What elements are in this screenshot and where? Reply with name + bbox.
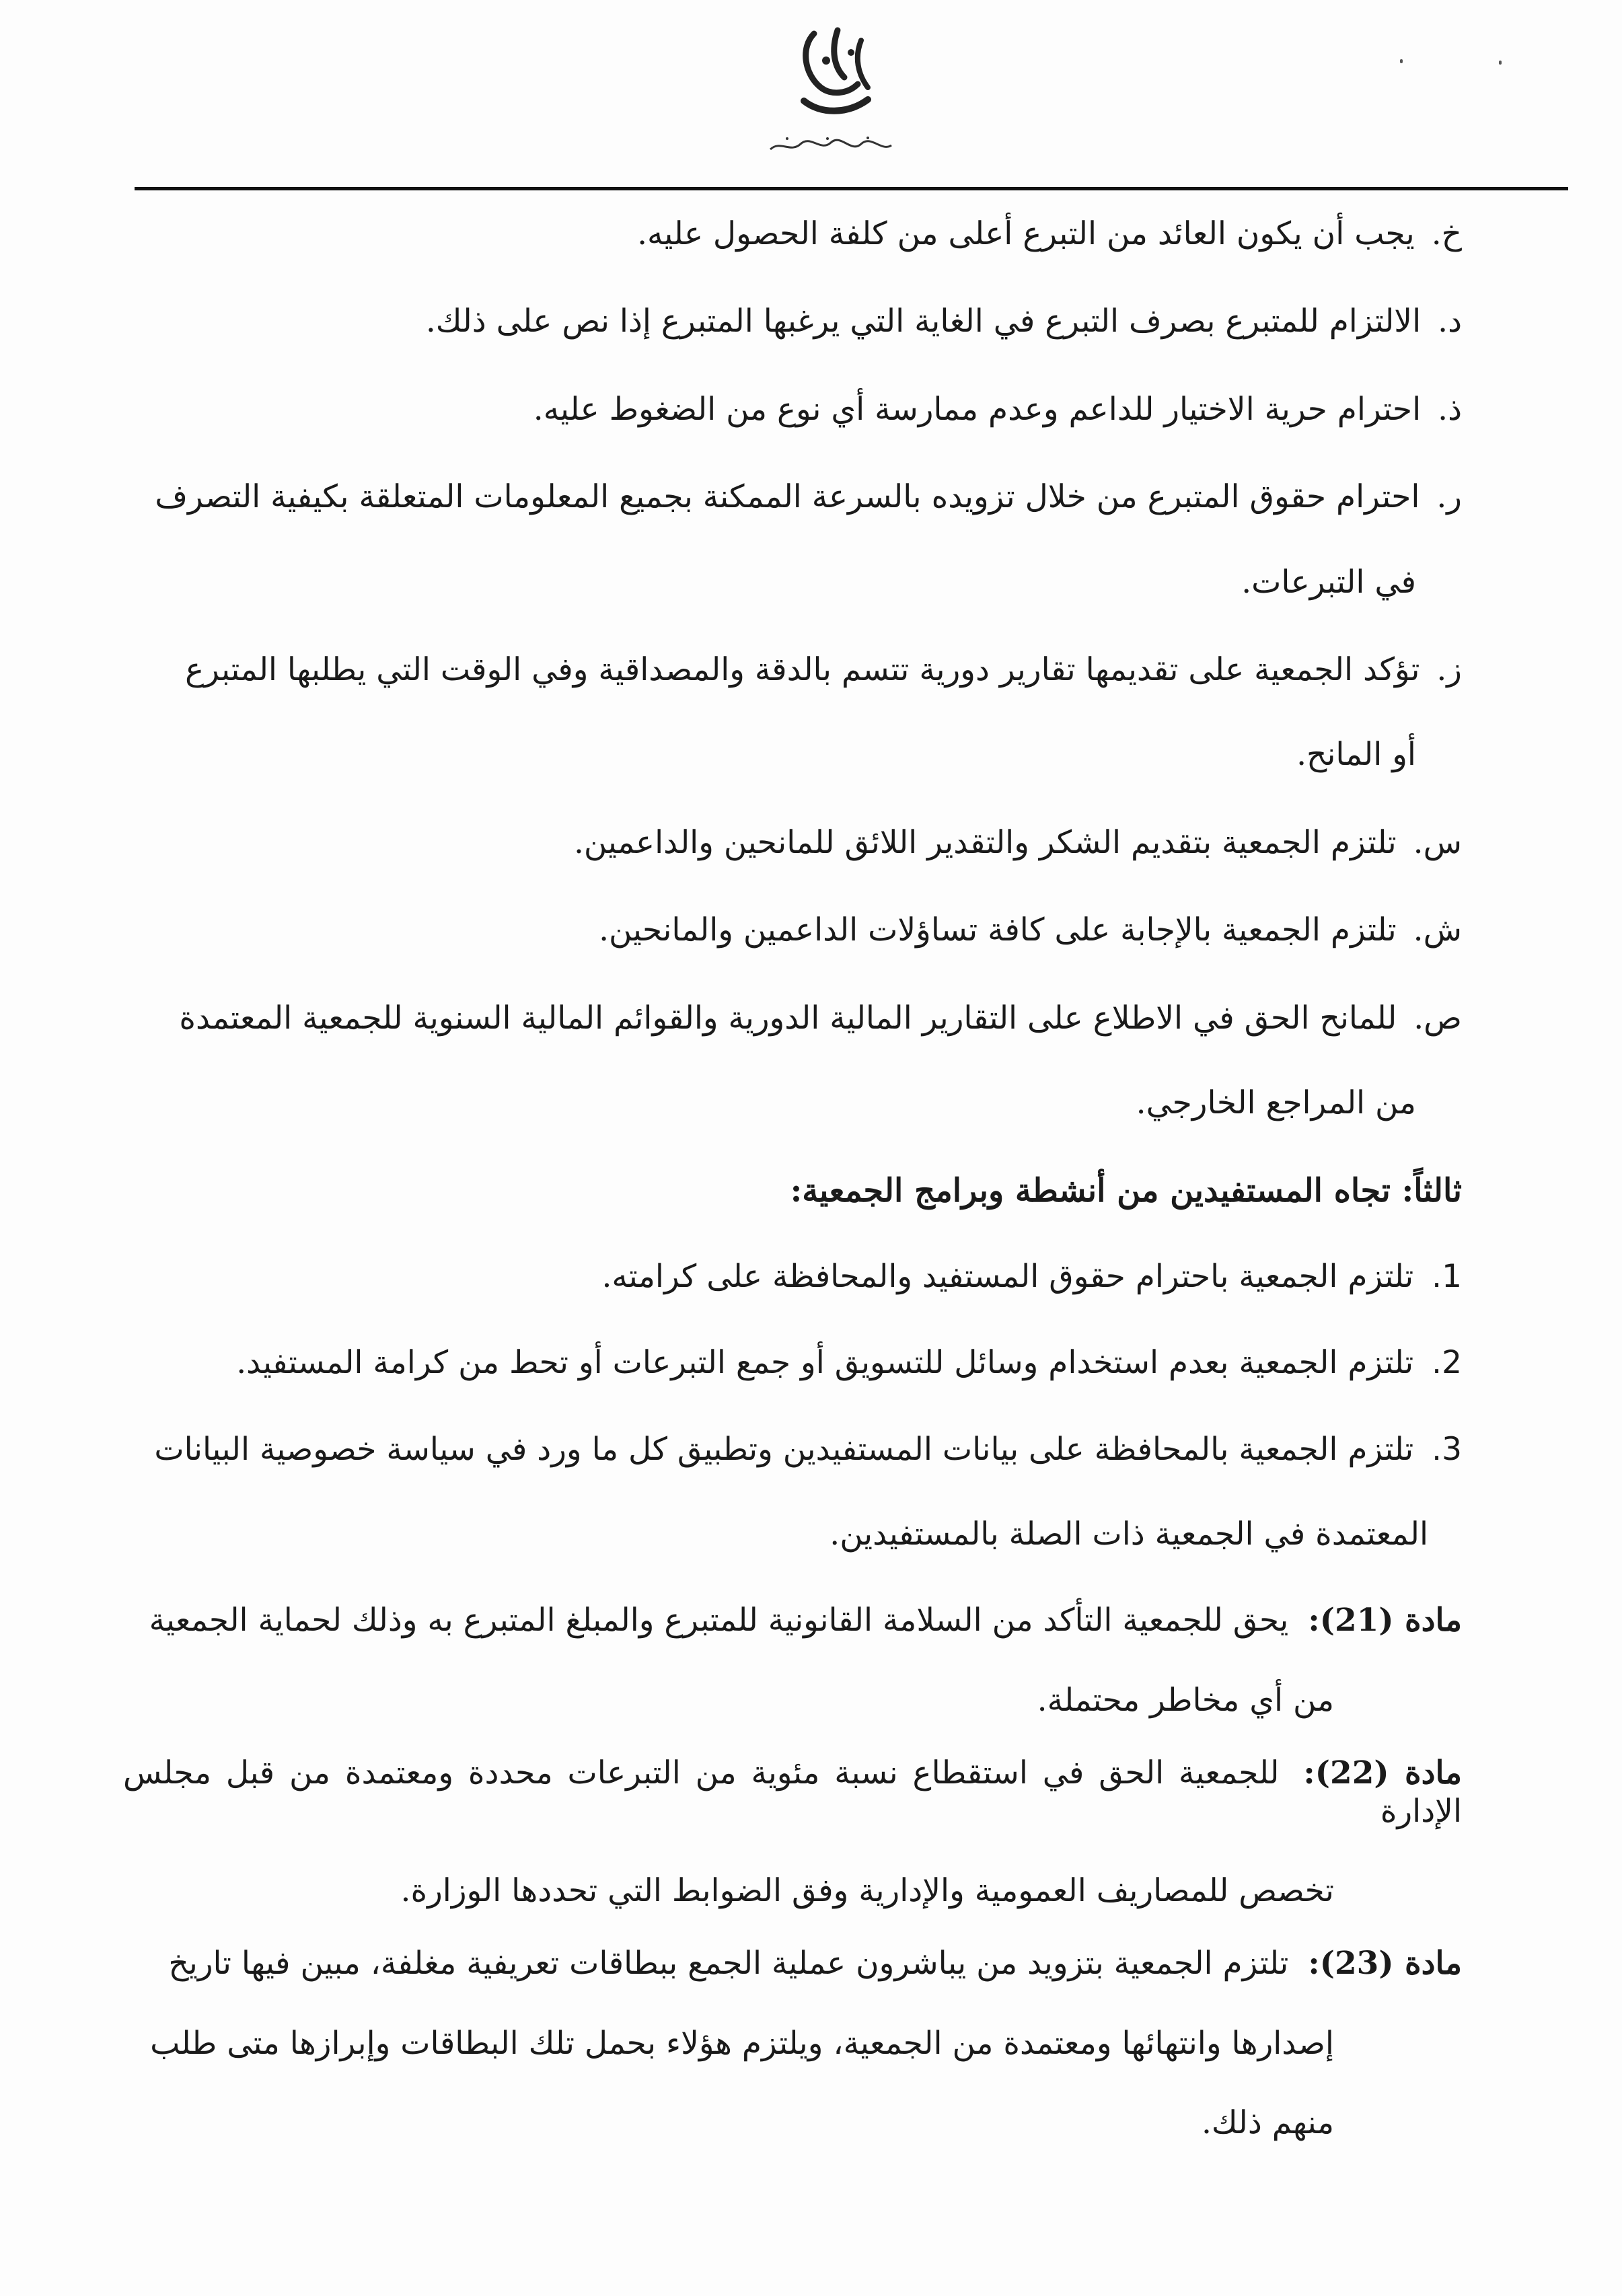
scan-speck bbox=[1499, 61, 1502, 65]
article-text: للجمعية الحق في استقطاع نسبة مئوية من التبرعات محددة ومعتمدة من قبل مجلس الإدارة bbox=[123, 1754, 1462, 1830]
item-continuation: في التبرعات. bbox=[1241, 563, 1416, 601]
item-continuation: المعتمدة في الجمعية ذات الصلة بالمستفيدين. bbox=[830, 1516, 1428, 1553]
list-item bbox=[123, 1258, 1462, 1296]
item-text: تلتزم الجمعية بالإجابة على كافة تساؤلات الداعمين والمانحين. bbox=[599, 912, 1397, 949]
list-lettered bbox=[123, 215, 1462, 1122]
article-continuation: إصدارها وانتهائها ومعتمدة من الجمعية، ويلتزم هؤلاء بحمل تلك البطاقات وإبرازها متى طلب bbox=[150, 2024, 1334, 2062]
list-item bbox=[123, 1344, 1462, 1382]
item-text: الالتزام للمتبرع بصرف التبرع في الغاية التي يرغبها المتبرع إذا نص على ذلك. bbox=[425, 303, 1422, 340]
article-text: يحق للجمعية التأكد من السلامة القانونية للمتبرع والمبلغ المتبرع به وذلك لحماية الجمعية bbox=[149, 1602, 1289, 1639]
list-numbered bbox=[123, 1258, 1462, 1554]
article-continuation: تخصص للمصاريف العمومية والإدارية وفق الضوابط التي تحددها الوزارة. bbox=[400, 1872, 1334, 1910]
item-text: تلتزم الجمعية باحترام حقوق المستفيد والمحافظة على كرامته. bbox=[601, 1257, 1414, 1295]
article-22 bbox=[123, 1754, 1462, 1910]
item-marker: ص. bbox=[1413, 999, 1462, 1037]
logo-caption bbox=[767, 135, 895, 157]
association-logo bbox=[760, 20, 901, 175]
scan-speck bbox=[1400, 59, 1403, 63]
item-marker: د. bbox=[1438, 303, 1462, 340]
list-item bbox=[123, 391, 1462, 429]
item-marker: ش. bbox=[1413, 912, 1462, 949]
list-item bbox=[123, 215, 1462, 253]
item-number: 3. bbox=[1432, 1430, 1462, 1468]
article-heading: مادة (21): bbox=[1308, 1602, 1462, 1639]
item-number: 1. bbox=[1432, 1257, 1462, 1295]
list-item bbox=[123, 1000, 1462, 1123]
article-continuation: من أي مخاطر محتملة. bbox=[1037, 1681, 1334, 1719]
header-rule bbox=[135, 187, 1568, 190]
list-item bbox=[123, 651, 1462, 774]
article-21 bbox=[123, 1602, 1462, 1719]
list-item bbox=[123, 303, 1462, 340]
item-marker: ر. bbox=[1436, 478, 1462, 516]
articles bbox=[123, 1602, 1462, 2142]
item-text: يجب أن يكون العائد من التبرع أعلى من كلفة الحصول عليه. bbox=[637, 215, 1415, 252]
item-text: احترام حرية الاختيار للداعم وعدم ممارسة أي نوع من الضغوط عليه. bbox=[533, 390, 1422, 428]
list-item bbox=[123, 824, 1462, 862]
list-item bbox=[123, 478, 1462, 601]
article-heading: مادة (22): bbox=[1303, 1754, 1462, 1792]
list-item bbox=[123, 912, 1462, 949]
list-item bbox=[123, 1431, 1462, 1554]
item-continuation: أو المانح. bbox=[1296, 736, 1416, 774]
item-text: احترام حقوق المتبرع من خلال تزويده بالسرعة الممكنة بجميع المعلومات المتعلقة بكيفية التصرف bbox=[155, 478, 1420, 516]
item-text: للمانح الحق في الاطلاع على التقارير المالية الدورية والقوائم المالية السنوية للجمعية المعتمدة bbox=[179, 999, 1397, 1037]
article-text: تلتزم الجمعية بتزويد من يباشرون عملية الجمع ببطاقات تعريفية مغلفة، مبين فيها تاريخ bbox=[168, 1945, 1289, 1983]
logo-emblem-icon bbox=[774, 20, 888, 135]
article-continuation: منهم ذلك. bbox=[1201, 2104, 1334, 2142]
item-continuation: من المراجع الخارجي. bbox=[1136, 1084, 1416, 1121]
item-marker: خ. bbox=[1431, 215, 1462, 252]
item-marker: ذ. bbox=[1438, 390, 1462, 428]
item-text: تؤكد الجمعية على تقديمها تقارير دورية تتسم بالدقة والمصداقية وفي الوقت التي يطلبها المتبرع bbox=[185, 651, 1420, 688]
item-text: تلتزم الجمعية بالمحافظة على بيانات المستفيدين وتطبيق كل ما ورد في سياسة خصوصية البيانات bbox=[154, 1430, 1414, 1468]
article-23 bbox=[123, 1945, 1462, 2142]
item-marker: ز. bbox=[1436, 651, 1462, 688]
item-text: تلتزم الجمعية بتقديم الشكر والتقدير اللائق للمانحين والداعمين. bbox=[573, 823, 1397, 861]
item-marker: س. bbox=[1413, 823, 1462, 861]
section-heading: ثالثاً: تجاه المستفيدين من أنشطة وبرامج الجمعية: bbox=[790, 1172, 1462, 1210]
item-text: تلتزم الجمعية بعدم استخدام وسائل للتسويق أو جمع التبرعات أو تحط من كرامة المستفيد. bbox=[236, 1344, 1414, 1382]
document-body bbox=[123, 215, 1462, 2178]
article-heading: مادة (23): bbox=[1308, 1945, 1462, 1983]
item-number: 2. bbox=[1432, 1344, 1462, 1382]
